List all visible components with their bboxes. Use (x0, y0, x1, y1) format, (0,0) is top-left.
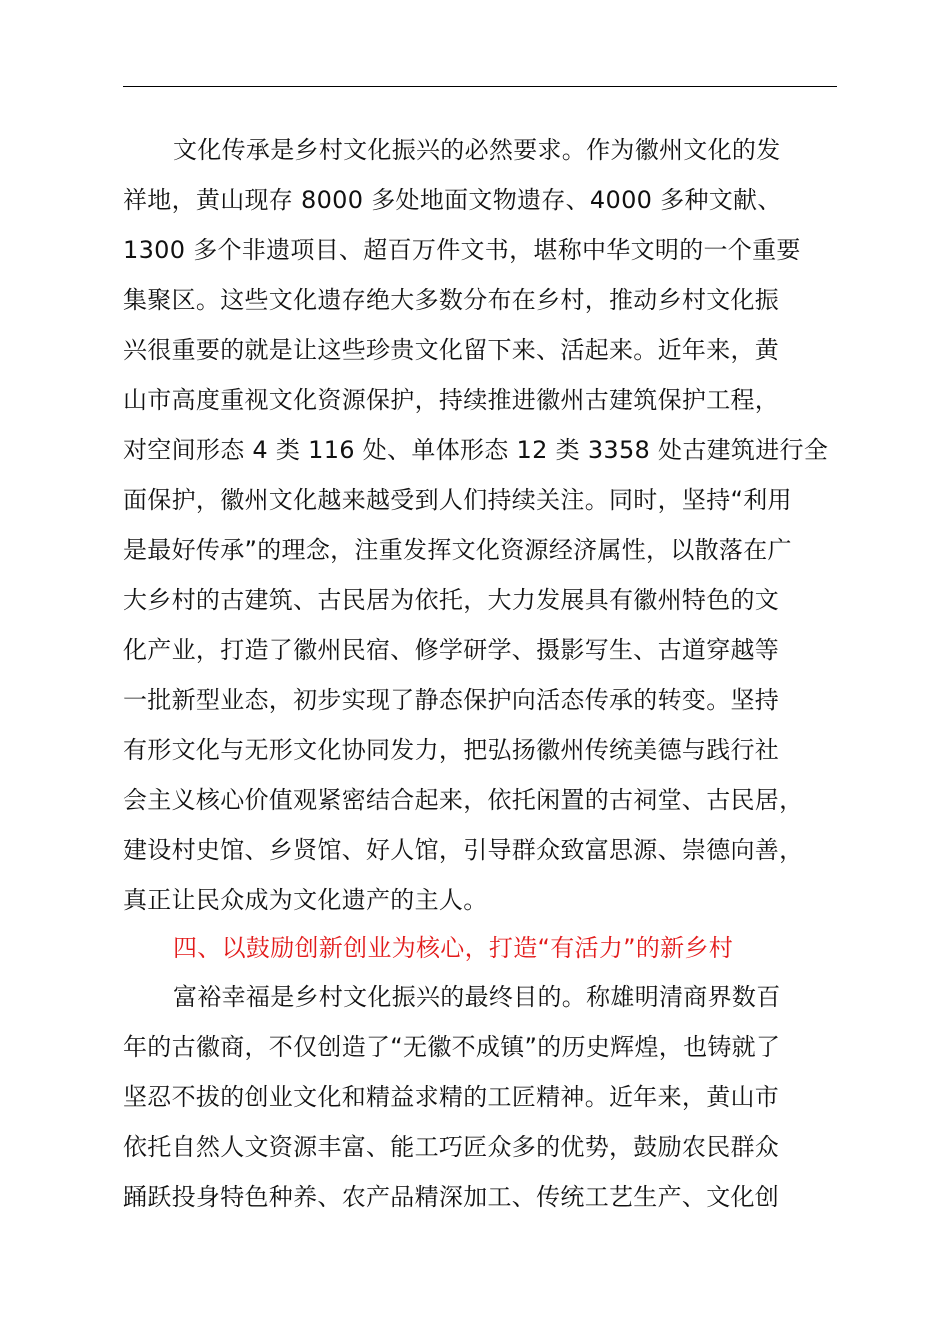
text-line: 兴很重要的就是让这些珍贵文化留下来、活起来。近年来，黄 (123, 336, 780, 364)
text-line: 会主义核心价值观紧密结合起来，依托闲置的古祠堂、古民居， (123, 786, 804, 814)
text-line: 依托自然人文资源丰富、能工巧匠众多的优势，鼓励农民群众 (123, 1133, 780, 1161)
text-line: 面保护，徽州文化越来越受到人们持续关注。同时，坚持“利用 (123, 486, 792, 514)
text-line: 富裕幸福是乡村文化振兴的最终目的。称雄明清商界数百 (173, 983, 781, 1011)
text-line: 是最好传承”的理念，注重发挥文化资源经济属性，以散落在广 (123, 536, 792, 564)
text-line: 化产业，打造了徽州民宿、修学研学、摄影写生、古道穿越等 (123, 636, 780, 664)
text-line: 踊跃投身特色种养、农产品精深加工、传统工艺生产、文化创 (123, 1183, 780, 1211)
text-line: 真正让民众成为文化遗产的主人。 (123, 886, 488, 914)
text-line: 集聚区。这些文化遗存绝大多数分布在乡村，推动乡村文化振 (123, 286, 780, 314)
text-line: 大乡村的古建筑、古民居为依托，大力发展具有徽州特色的文 (123, 586, 780, 614)
text-line: 山市高度重视文化资源保护，持续推进徽州古建筑保护工程， (123, 386, 780, 414)
section-heading: 四、以鼓励创新创业为核心，打造“有活力”的新乡村 (173, 934, 734, 962)
text-line: 年的古徽商，不仅创造了“无徽不成镇”的历史辉煌，也铸就了 (123, 1033, 781, 1061)
header-rule (123, 86, 837, 87)
text-line: 坚忍不拔的创业文化和精益求精的工匠精神。近年来，黄山市 (123, 1083, 780, 1111)
text-line: 建设村史馆、乡贤馆、好人馆，引导群众致富思源、崇德向善， (123, 836, 804, 864)
text-line: 1300 多个非遗项目、超百万件文书，堪称中华文明的一个重要 (123, 236, 801, 264)
text-line: 文化传承是乡村文化振兴的必然要求。作为徽州文化的发 (173, 136, 781, 164)
text-line: 一批新型业态，初步实现了静态保护向活态传承的转变。坚持 (123, 686, 780, 714)
text-line: 有形文化与无形文化协同发力，把弘扬徽州传统美德与践行社 (123, 736, 780, 764)
text-line: 对空间形态 4 类 116 处、单体形态 12 类 3358 处古建筑进行全 (123, 436, 829, 464)
text-line: 祥地，黄山现存 8000 多处地面文物遗存、4000 多种文献、 (123, 186, 782, 214)
